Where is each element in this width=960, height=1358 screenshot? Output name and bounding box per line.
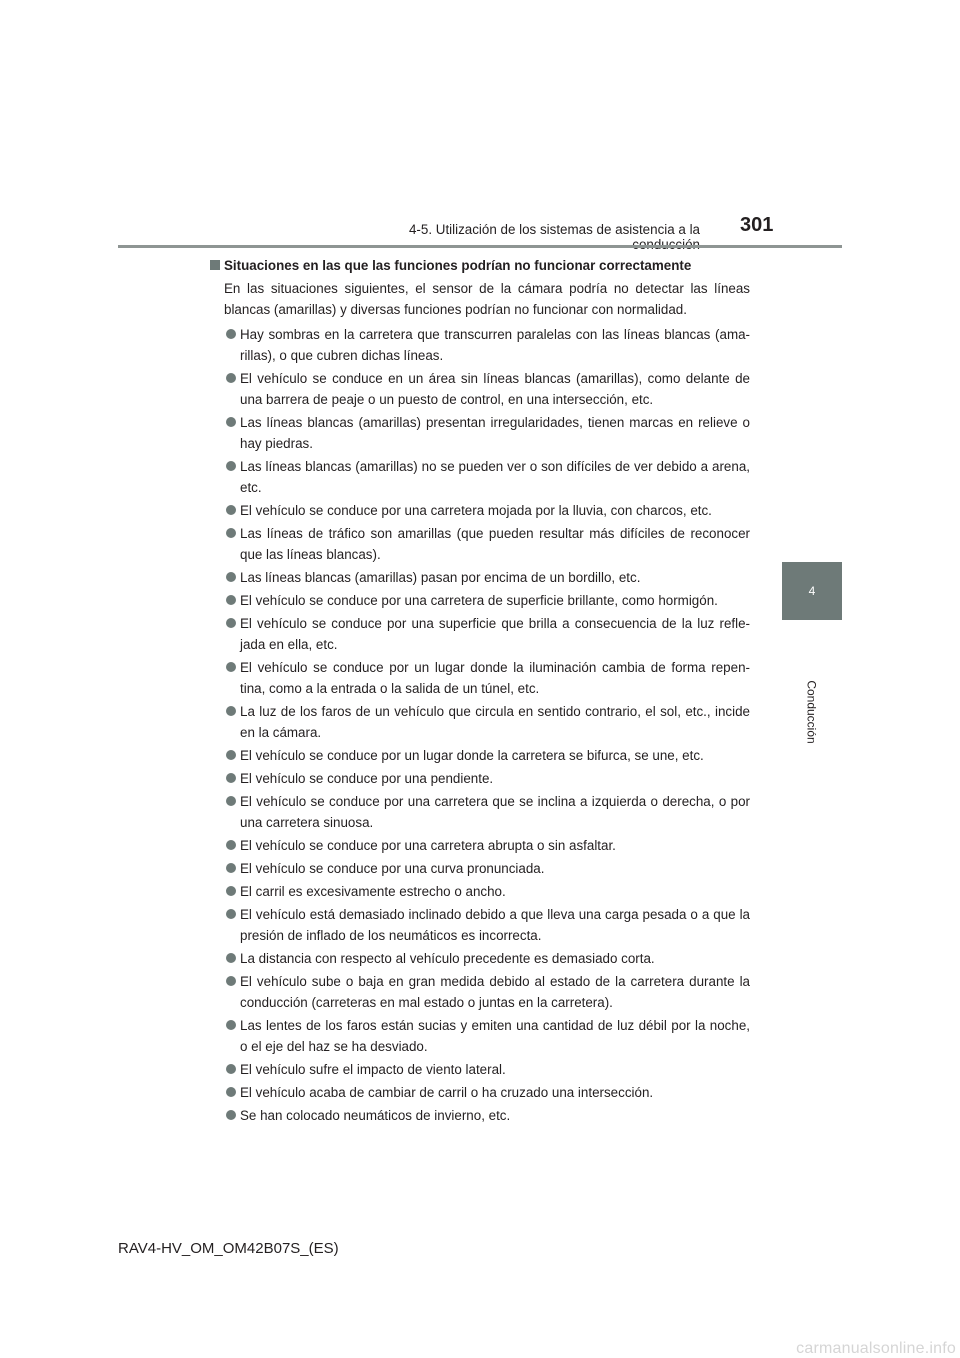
list-item (210, 456, 750, 498)
section-title: 4-5. Utilización de los sistemas de asistencia a la (408, 222, 700, 237)
circle-bullet-icon (226, 329, 236, 339)
list-item-text: El vehículo se conduce por una carretera que se inclina a izquierda o derecha, o por una carretera sinuosa. (240, 794, 750, 830)
circle-bullet-icon (226, 773, 236, 783)
circle-bullet-icon (226, 572, 236, 582)
list-item-text: El vehículo está demasiado inclinado debido a que lleva una carga pesada o a que la presión de inflado de los neumáticos es incorrecta. (240, 907, 750, 943)
list-item-text: El vehículo acaba de cambiar de carril o ha cruzado una intersección. (240, 1085, 654, 1100)
chapter-label: Conducción (805, 680, 819, 744)
header-divider (118, 245, 842, 248)
list-item (210, 835, 750, 856)
circle-bullet-icon (226, 909, 236, 919)
section-heading (210, 255, 750, 276)
list-item-text: El vehículo se conduce por una carretera mojada por la lluvia, con charcos, etc. (240, 503, 712, 518)
list-item (210, 1059, 750, 1080)
list-item-text: El vehículo sufre el impacto de viento lateral. (240, 1062, 506, 1077)
list-item (210, 324, 750, 366)
list-item-text: Las líneas blancas (amarillas) presentan irregularidades, tienen marcas en relieve o hay piedras. (240, 415, 750, 451)
list-item (210, 768, 750, 789)
list-item (210, 412, 750, 454)
list-item-text: La distancia con respecto al vehículo precedente es demasiado corta. (240, 951, 655, 966)
list-item (210, 858, 750, 879)
circle-bullet-icon (226, 528, 236, 538)
list-item (210, 904, 750, 946)
list-item (210, 701, 750, 743)
chapter-side-label (800, 680, 824, 744)
circle-bullet-icon (226, 505, 236, 515)
section-heading-text: Situaciones en las que las funciones podrían no funcionar correctamente (224, 258, 692, 273)
list-item (210, 1082, 750, 1103)
page-number: 301 (740, 214, 774, 236)
list-item-text: Hay sombras en la carretera que transcurren paralelas con las líneas blancas (ama- rillas), o que cubren dichas líneas. (240, 327, 750, 363)
list-item (210, 791, 750, 833)
circle-bullet-icon (226, 618, 236, 628)
list-item-text: El vehículo se conduce por una superficie que brilla a consecuencia de la luz refle- jada en ella, etc. (240, 616, 750, 652)
circle-bullet-icon (226, 976, 236, 986)
list-item (210, 500, 750, 521)
list-item-text: El vehículo se conduce por una pendiente. (240, 771, 494, 786)
list-item (210, 971, 750, 1013)
circle-bullet-icon (226, 953, 236, 963)
square-bullet-icon (210, 260, 220, 270)
list-item-text: El vehículo se conduce por una curva pronunciada. (240, 861, 545, 876)
list-item (210, 567, 750, 588)
list-item-text: El vehículo se conduce por un lugar donde la carretera se bifurca, se une, etc. (240, 748, 704, 763)
document-code: RAV4-HV_OM_OM42B07S_(ES) (118, 1240, 339, 1257)
list-item (210, 881, 750, 902)
list-item-text: Las líneas blancas (amarillas) pasan por encima de un bordillo, etc. (240, 570, 641, 585)
circle-bullet-icon (226, 706, 236, 716)
list-item-text: Las líneas blancas (amarillas) no se pueden ver o son difíciles de ver debido a arena, etc. (240, 459, 750, 495)
list-item-text: El vehículo se conduce por una carretera abrupta o sin asfaltar. (240, 838, 616, 853)
list-item (210, 745, 750, 766)
circle-bullet-icon (226, 595, 236, 605)
list-item-text: El vehículo se conduce por un lugar donde la iluminación cambia de forma repen- tina, como a la entrada o la salida de un túnel, etc. (240, 660, 750, 696)
chapter-number: 4 (808, 584, 816, 598)
list-item-text: El vehículo sube o baja en gran medida debido al estado de la carretera durante la conducción (carreteras en mal estado o juntas en la carretera). (240, 974, 750, 1010)
circle-bullet-icon (226, 863, 236, 873)
circle-bullet-icon (226, 750, 236, 760)
circle-bullet-icon (226, 461, 236, 471)
circle-bullet-icon (226, 1020, 236, 1030)
list-item-text: El vehículo se conduce en un área sin líneas blancas (amarillas), como delante de una barrera de peaje o un puesto de control, en una intersección, etc. (240, 371, 750, 407)
watermark: carmanualsonline.info (796, 1340, 956, 1357)
list-item-text: El carril es excesivamente estrecho o ancho. (240, 884, 506, 899)
circle-bullet-icon (226, 796, 236, 806)
circle-bullet-icon (226, 373, 236, 383)
list-item (210, 948, 750, 969)
circle-bullet-icon (226, 1110, 236, 1120)
section-intro: En las situaciones siguientes, el sensor de la cámara podría no detectar las líneas blancas (amarillas) y diversas funciones podrían no funcionar con normalidad. (224, 281, 750, 317)
list-item (210, 523, 750, 565)
situation-list (210, 324, 750, 1126)
list-item-text: Las lentes de los faros están sucias y emiten una cantidad de luz débil por la noche, o el eje del haz se ha desviado. (240, 1018, 750, 1054)
main-content (210, 255, 750, 1128)
list-item (210, 1105, 750, 1126)
list-item (210, 368, 750, 410)
circle-bullet-icon (226, 662, 236, 672)
circle-bullet-icon (226, 1087, 236, 1097)
list-item-text: Las líneas de tráfico son amarillas (que pueden resultar más difíciles de reconocer que las líneas blancas). (240, 526, 750, 562)
list-item-text: La luz de los faros de un vehículo que circula en sentido contrario, el sol, etc., incide en la cámara. (240, 704, 750, 740)
circle-bullet-icon (226, 840, 236, 850)
list-item-text: Se han colocado neumáticos de invierno, etc. (240, 1108, 511, 1123)
list-item (210, 657, 750, 699)
list-item (210, 1015, 750, 1057)
chapter-tab (782, 562, 842, 620)
list-item-text: El vehículo se conduce por una carretera de superficie brillante, como hormigón. (240, 593, 718, 608)
circle-bullet-icon (226, 886, 236, 896)
circle-bullet-icon (226, 417, 236, 427)
circle-bullet-icon (226, 1064, 236, 1074)
list-item (210, 613, 750, 655)
list-item (210, 590, 750, 611)
